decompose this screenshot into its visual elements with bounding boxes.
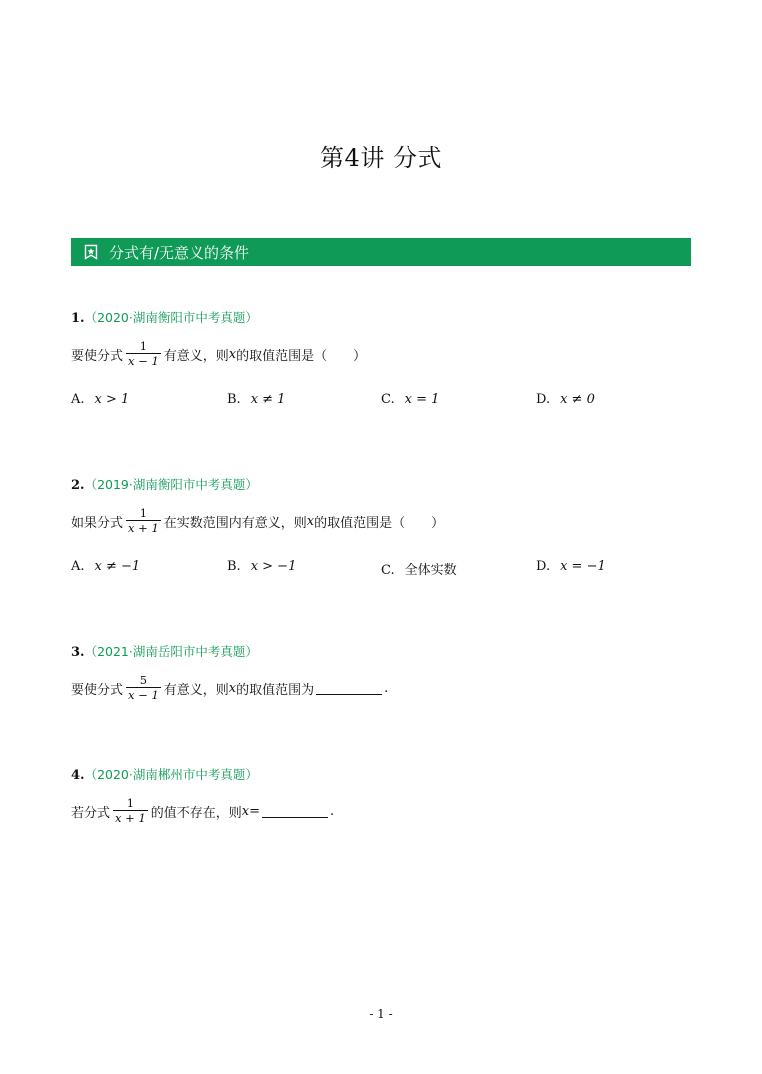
stem-variable: x [241,803,250,819]
fraction [126,674,161,702]
option-label: A. [71,392,85,407]
option-d[interactable] [536,559,606,574]
fraction-numerator: 1 [139,339,148,353]
option-text: x > 1 [94,392,130,407]
question-stem [71,797,334,825]
stem-text: 若分式 [71,805,111,821]
fraction [126,507,161,535]
option-label: D. [536,559,551,574]
stem-text: 有意义，则 [163,348,229,364]
page-number: - 1 - [369,1007,393,1021]
option-b[interactable] [227,392,285,407]
question-source: （2020·湖南郴州市中考真题） [84,767,258,782]
option-text: x ≠ 0 [560,392,595,407]
option-label: C. [381,392,395,407]
fraction-denominator: x + 1 [128,521,159,536]
page-title: 第4讲 分式 [320,144,442,172]
question-3 [71,642,711,703]
option-label: A. [71,559,85,574]
option-text: x > −1 [250,559,297,574]
stem-text: 要使分式 [71,348,124,364]
stem-variable: x [228,346,237,362]
fraction-denominator: x − 1 [128,354,159,369]
option-label: C. [381,563,395,578]
question-source: （2019·湖南衡阳市中考真题） [84,477,258,492]
question-number: 3. [71,645,85,660]
options-row [71,559,691,577]
stem-text: 的取值范围是（ ） [236,348,367,364]
fraction [126,340,161,368]
options-row [71,392,691,410]
option-c[interactable] [381,559,457,578]
option-a[interactable] [71,559,140,574]
option-text: x = 1 [404,392,440,407]
question-source: （2020·湖南衡阳市中考真题） [84,310,258,325]
question-number: 2. [71,478,85,493]
question-stem [71,674,388,702]
fraction-numerator: 1 [139,506,148,520]
option-text: x ≠ 1 [250,392,286,407]
stem-text: 在实数范围内有意义，则 [163,515,307,531]
option-label: B. [227,559,241,574]
stem-variable: x [306,513,315,529]
question-1 [71,308,711,407]
question-header [71,308,711,326]
option-label: D. [536,392,551,407]
option-c[interactable] [381,392,439,407]
question-number: 4. [71,768,85,783]
option-d[interactable] [536,392,595,407]
option-text: 全体实数 [404,563,457,578]
stem-text: 要使分式 [71,682,124,698]
section-title: 分式有/无意义的条件 [109,243,250,262]
bookmark-star-icon [83,244,99,260]
question-source: （2021·湖南岳阳市中考真题） [84,644,258,659]
question-number: 1. [71,311,85,326]
answer-blank[interactable] [316,682,382,695]
question-stem [71,340,366,368]
answer-blank[interactable] [262,805,328,818]
question-header [71,475,711,493]
fraction [113,797,148,825]
question-stem [71,507,444,535]
fraction-numerator: 5 [139,673,148,687]
stem-text: 如果分式 [71,515,124,531]
fraction-denominator: x − 1 [128,688,159,703]
stem-text: 的值不存在，则 [150,805,242,821]
stem-text: . [384,680,389,696]
stem-text: 的取值范围为 [236,682,315,698]
option-b[interactable] [227,559,296,574]
section-header [71,238,691,266]
question-2 [71,475,711,578]
stem-text: . [330,803,335,819]
stem-variable: x [228,680,237,696]
fraction-numerator: 1 [126,796,135,810]
option-text: x = −1 [560,559,606,574]
option-a[interactable] [71,392,129,407]
stem-text: 的取值范围是（ ） [314,515,445,531]
question-header [71,642,711,660]
fraction-denominator: x + 1 [115,811,146,826]
option-label: B. [227,392,241,407]
stem-text: 有意义，则 [163,682,229,698]
stem-text: = [249,803,261,819]
question-4 [71,765,711,826]
question-header [71,765,711,783]
option-text: x ≠ −1 [94,559,141,574]
